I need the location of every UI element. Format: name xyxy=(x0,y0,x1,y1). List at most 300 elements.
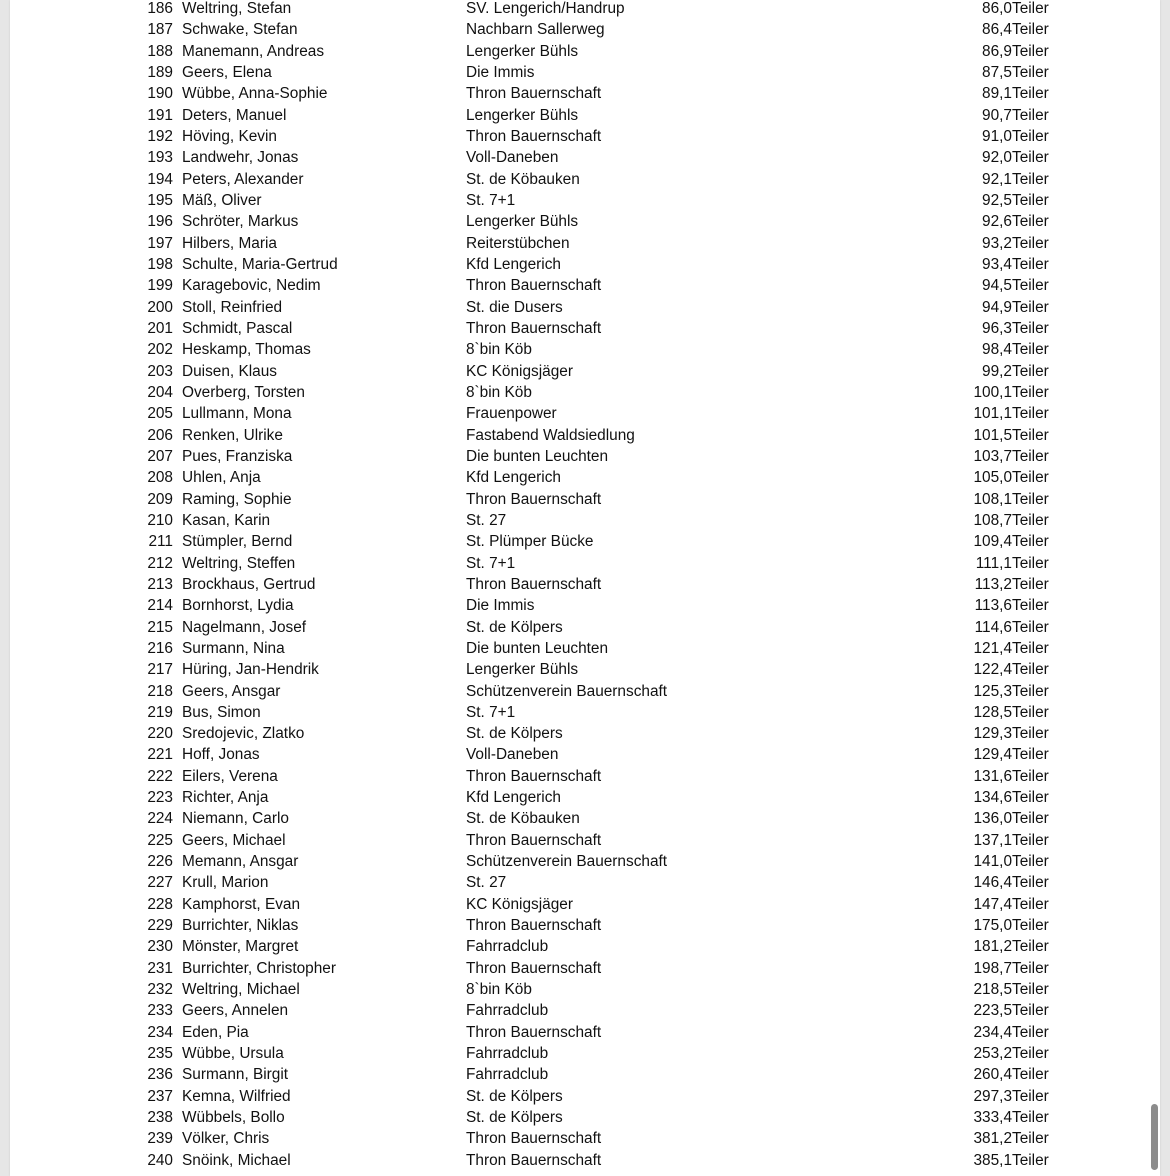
result-row xyxy=(10,681,1160,702)
club-name: Thron Bauernschaft xyxy=(466,1023,602,1041)
score-unit: Teiler xyxy=(1012,149,1049,167)
result-row xyxy=(10,1128,1160,1149)
participant-name: Pues, Franziska xyxy=(182,447,293,465)
result-row xyxy=(10,169,1160,190)
score-value: 93,4 xyxy=(982,255,1012,273)
club-name: Lengerker Bühls xyxy=(466,42,579,60)
score-value: 134,6 xyxy=(973,789,1012,807)
score-value: 129,4 xyxy=(973,746,1012,764)
score-value: 101,1 xyxy=(973,405,1012,423)
rank-cell: 215 xyxy=(147,618,173,636)
result-row xyxy=(10,915,1160,936)
score-unit: Teiler xyxy=(1012,447,1049,465)
rank-cell: 232 xyxy=(147,981,173,999)
club-name: St. de Kölpers xyxy=(466,1087,563,1105)
score-unit: Teiler xyxy=(1012,298,1049,316)
rank-cell: 231 xyxy=(147,959,173,977)
club-name: Die Immis xyxy=(466,597,535,615)
score-value: 137,1 xyxy=(973,831,1012,849)
club-name: St. de Kölpers xyxy=(466,725,563,743)
rank-cell: 223 xyxy=(147,789,173,807)
score-value: 86,4 xyxy=(982,21,1012,39)
score-value: 223,5 xyxy=(973,1002,1012,1020)
score-value: 113,6 xyxy=(974,597,1012,615)
club-name: Voll-Daneben xyxy=(466,746,559,764)
score-unit: Teiler xyxy=(1012,981,1049,999)
rank-cell: 194 xyxy=(147,170,173,188)
score-value: 105,0 xyxy=(973,469,1012,487)
club-name: Fahrradclub xyxy=(466,938,549,956)
result-row xyxy=(10,126,1160,147)
club-name: 8`bin Köb xyxy=(466,383,532,401)
score-unit: Teiler xyxy=(1012,554,1049,572)
rank-cell: 209 xyxy=(147,490,173,508)
rank-cell: 237 xyxy=(147,1087,173,1105)
club-name: Reiterstübchen xyxy=(466,234,570,252)
result-row xyxy=(10,0,1160,19)
club-name: Kfd Lengerich xyxy=(466,255,561,273)
score-value: 129,3 xyxy=(973,725,1012,743)
participant-name: Renken, Ulrike xyxy=(182,426,283,444)
participant-name: Landwehr, Jonas xyxy=(182,149,299,167)
score-unit: Teiler xyxy=(1012,106,1049,124)
score-unit: Teiler xyxy=(1012,1023,1049,1041)
score-value: 108,7 xyxy=(973,511,1012,529)
score-unit: Teiler xyxy=(1012,469,1049,487)
club-name: Thron Bauernschaft xyxy=(466,319,602,337)
score-value: 111,1 xyxy=(975,554,1012,572)
club-name: 8`bin Köb xyxy=(466,341,532,359)
score-value: 108,1 xyxy=(973,490,1012,508)
rank-cell: 228 xyxy=(147,895,173,913)
score-value: 253,2 xyxy=(973,1045,1012,1063)
rank-cell: 198 xyxy=(147,255,173,273)
score-value: 181,2 xyxy=(973,938,1012,956)
club-name: Frauenpower xyxy=(466,405,557,423)
club-name: Fastabend Waldsiedlung xyxy=(466,426,635,444)
score-unit: Teiler xyxy=(1012,1045,1049,1063)
participant-name: Kemna, Wilfried xyxy=(182,1087,291,1105)
participant-name: Raming, Sophie xyxy=(182,490,292,508)
result-row xyxy=(10,723,1160,744)
score-unit: Teiler xyxy=(1012,1066,1049,1084)
participant-name: Geers, Ansgar xyxy=(182,682,281,700)
club-name: Fahrradclub xyxy=(466,1045,549,1063)
club-name: Schützenverein Bauernschaft xyxy=(466,682,668,700)
result-row xyxy=(10,531,1160,552)
score-unit: Teiler xyxy=(1012,703,1049,721)
rank-cell: 225 xyxy=(147,831,173,849)
rank-cell: 202 xyxy=(147,341,173,359)
score-unit: Teiler xyxy=(1012,917,1049,935)
result-row xyxy=(10,147,1160,168)
score-value: 87,5 xyxy=(982,63,1012,81)
participant-name: Karagebovic, Nedim xyxy=(182,277,321,295)
result-row xyxy=(10,702,1160,723)
score-unit: Teiler xyxy=(1012,319,1049,337)
score-unit: Teiler xyxy=(1012,170,1049,188)
participant-name: Höving, Kevin xyxy=(182,127,277,145)
score-value: 122,4 xyxy=(973,661,1012,679)
result-row xyxy=(10,339,1160,360)
result-row xyxy=(10,766,1160,787)
participant-name: Wübbels, Bollo xyxy=(182,1109,285,1127)
result-row xyxy=(10,489,1160,510)
rank-cell: 190 xyxy=(147,85,173,103)
score-unit: Teiler xyxy=(1012,362,1049,380)
club-name: Thron Bauernschaft xyxy=(466,767,602,785)
results-list xyxy=(10,0,1160,1171)
score-value: 86,0 xyxy=(982,0,1012,17)
score-unit: Teiler xyxy=(1012,682,1049,700)
result-row xyxy=(10,361,1160,382)
score-value: 103,7 xyxy=(973,447,1012,465)
club-name: Kfd Lengerich xyxy=(466,789,561,807)
score-unit: Teiler xyxy=(1012,1002,1049,1020)
result-row xyxy=(10,553,1160,574)
score-unit: Teiler xyxy=(1012,810,1049,828)
rank-cell: 203 xyxy=(147,362,173,380)
score-unit: Teiler xyxy=(1012,575,1049,593)
rank-cell: 191 xyxy=(147,106,173,124)
score-unit: Teiler xyxy=(1012,63,1049,81)
rank-cell: 235 xyxy=(147,1045,173,1063)
score-unit: Teiler xyxy=(1012,789,1049,807)
rank-cell: 195 xyxy=(147,191,173,209)
score-unit: Teiler xyxy=(1012,490,1049,508)
result-row xyxy=(10,254,1160,275)
rank-cell: 207 xyxy=(147,447,173,465)
club-name: KC Königsjäger xyxy=(466,362,573,380)
participant-name: Peters, Alexander xyxy=(182,170,304,188)
score-unit: Teiler xyxy=(1012,405,1049,423)
participant-name: Schulte, Maria-Gertrud xyxy=(182,255,338,273)
score-value: 92,0 xyxy=(982,149,1012,167)
score-unit: Teiler xyxy=(1012,0,1049,17)
score-value: 92,6 xyxy=(982,213,1012,231)
participant-name: Mönster, Margret xyxy=(182,938,299,956)
participant-name: Wübbe, Anna-Sophie xyxy=(182,85,328,103)
club-name: St. die Dusers xyxy=(466,298,563,316)
score-unit: Teiler xyxy=(1012,42,1049,60)
participant-name: Richter, Anja xyxy=(182,789,269,807)
participant-name: Eilers, Verena xyxy=(182,767,278,785)
score-unit: Teiler xyxy=(1012,127,1049,145)
score-unit: Teiler xyxy=(1012,21,1049,39)
participant-name: Mäß, Oliver xyxy=(182,191,262,209)
rank-cell: 219 xyxy=(147,703,173,721)
rank-cell: 222 xyxy=(147,767,173,785)
club-name: Nachbarn Sallerweg xyxy=(466,21,605,39)
score-value: 147,4 xyxy=(973,895,1012,913)
rank-cell: 201 xyxy=(147,319,173,337)
score-value: 175,0 xyxy=(973,917,1012,935)
score-unit: Teiler xyxy=(1012,895,1049,913)
score-value: 234,4 xyxy=(973,1023,1012,1041)
result-row xyxy=(10,808,1160,829)
club-name: St. 7+1 xyxy=(466,703,516,721)
score-unit: Teiler xyxy=(1012,1087,1049,1105)
club-name: St. de Kölpers xyxy=(466,1109,563,1127)
rank-cell: 210 xyxy=(147,511,173,529)
rank-cell: 189 xyxy=(147,63,173,81)
result-row xyxy=(10,41,1160,62)
rank-cell: 234 xyxy=(147,1023,173,1041)
result-row xyxy=(10,1107,1160,1128)
score-value: 113,2 xyxy=(974,575,1012,593)
rank-cell: 200 xyxy=(147,298,173,316)
score-value: 92,1 xyxy=(982,170,1012,188)
score-value: 101,5 xyxy=(973,426,1012,444)
participant-name: Surmann, Birgit xyxy=(182,1066,289,1084)
score-value: 260,4 xyxy=(973,1066,1012,1084)
score-value: 93,2 xyxy=(982,234,1012,252)
club-name: Thron Bauernschaft xyxy=(466,490,602,508)
score-value: 198,7 xyxy=(973,959,1012,977)
rank-cell: 208 xyxy=(147,469,173,487)
rank-cell: 213 xyxy=(147,575,173,593)
score-unit: Teiler xyxy=(1012,874,1049,892)
result-row xyxy=(10,1150,1160,1171)
participant-name: Deters, Manuel xyxy=(182,106,287,124)
rank-cell: 186 xyxy=(147,0,173,17)
score-unit: Teiler xyxy=(1012,831,1049,849)
rank-cell: 196 xyxy=(147,213,173,231)
result-row xyxy=(10,467,1160,488)
result-row xyxy=(10,382,1160,403)
participant-name: Burrichter, Christopher xyxy=(182,959,336,977)
club-name: SV. Lengerich/Handrup xyxy=(466,0,625,17)
score-value: 94,9 xyxy=(982,298,1012,316)
participant-name: Bornhorst, Lydia xyxy=(182,597,294,615)
score-value: 385,1 xyxy=(973,1151,1012,1169)
rank-cell: 206 xyxy=(147,426,173,444)
rank-cell: 188 xyxy=(147,42,173,60)
participant-name: Weltring, Stefan xyxy=(182,0,292,17)
score-value: 114,6 xyxy=(974,618,1012,636)
score-unit: Teiler xyxy=(1012,341,1049,359)
rank-cell: 197 xyxy=(147,234,173,252)
result-row xyxy=(10,744,1160,765)
score-value: 125,3 xyxy=(973,682,1012,700)
score-unit: Teiler xyxy=(1012,597,1049,615)
participant-name: Eden, Pia xyxy=(182,1023,249,1041)
result-row xyxy=(10,979,1160,1000)
club-name: St. 7+1 xyxy=(466,191,516,209)
club-name: Die Immis xyxy=(466,63,535,81)
club-name: Fahrradclub xyxy=(466,1002,549,1020)
score-unit: Teiler xyxy=(1012,533,1049,551)
club-name: Voll-Daneben xyxy=(466,149,559,167)
rank-cell: 199 xyxy=(147,277,173,295)
club-name: Thron Bauernschaft xyxy=(466,1130,602,1148)
score-unit: Teiler xyxy=(1012,1130,1049,1148)
participant-name: Manemann, Andreas xyxy=(182,42,325,60)
score-value: 146,4 xyxy=(973,874,1012,892)
result-row xyxy=(10,211,1160,232)
score-unit: Teiler xyxy=(1012,853,1049,871)
score-unit: Teiler xyxy=(1012,661,1049,679)
score-unit: Teiler xyxy=(1012,746,1049,764)
rank-cell: 204 xyxy=(147,383,173,401)
participant-name: Völker, Chris xyxy=(182,1130,270,1148)
participant-name: Brockhaus, Gertrud xyxy=(182,575,316,593)
result-row xyxy=(10,1043,1160,1064)
result-row xyxy=(10,233,1160,254)
score-unit: Teiler xyxy=(1012,1151,1049,1169)
result-row xyxy=(10,83,1160,104)
rank-cell: 229 xyxy=(147,917,173,935)
vertical-scrollbar[interactable] xyxy=(1151,1104,1158,1170)
score-value: 136,0 xyxy=(973,810,1012,828)
score-value: 381,2 xyxy=(973,1130,1012,1148)
score-unit: Teiler xyxy=(1012,725,1049,743)
rank-cell: 211 xyxy=(148,533,173,551)
score-value: 131,6 xyxy=(973,767,1012,785)
document-page xyxy=(10,0,1160,1176)
participant-name: Schwake, Stefan xyxy=(182,21,298,39)
club-name: 8`bin Köb xyxy=(466,981,532,999)
club-name: Lengerker Bühls xyxy=(466,213,579,231)
result-row xyxy=(10,936,1160,957)
score-value: 121,4 xyxy=(973,639,1012,657)
score-value: 218,5 xyxy=(973,981,1012,999)
participant-name: Geers, Elena xyxy=(182,63,272,81)
rank-cell: 238 xyxy=(147,1109,173,1127)
score-unit: Teiler xyxy=(1012,426,1049,444)
score-value: 99,2 xyxy=(982,362,1012,380)
result-row xyxy=(10,595,1160,616)
result-row xyxy=(10,851,1160,872)
club-name: Lengerker Bühls xyxy=(466,106,579,124)
score-value: 90,7 xyxy=(982,106,1012,124)
rank-cell: 240 xyxy=(147,1151,173,1169)
result-row xyxy=(10,19,1160,40)
club-name: St. de Köbauken xyxy=(466,170,580,188)
club-name: Kfd Lengerich xyxy=(466,469,561,487)
result-row xyxy=(10,1022,1160,1043)
participant-name: Wübbe, Ursula xyxy=(182,1045,284,1063)
score-unit: Teiler xyxy=(1012,618,1049,636)
participant-name: Hoff, Jonas xyxy=(182,746,260,764)
score-unit: Teiler xyxy=(1012,277,1049,295)
club-name: St. de Köbauken xyxy=(466,810,580,828)
result-row xyxy=(10,872,1160,893)
club-name: Thron Bauernschaft xyxy=(466,85,602,103)
participant-name: Weltring, Michael xyxy=(182,981,300,999)
rank-cell: 233 xyxy=(147,1002,173,1020)
club-name: Thron Bauernschaft xyxy=(466,127,602,145)
score-unit: Teiler xyxy=(1012,767,1049,785)
score-value: 109,4 xyxy=(973,533,1012,551)
result-row xyxy=(10,787,1160,808)
score-unit: Teiler xyxy=(1012,383,1049,401)
club-name: St. 27 xyxy=(466,511,507,529)
participant-name: Memann, Ansgar xyxy=(182,853,299,871)
participant-name: Schmidt, Pascal xyxy=(182,319,293,337)
club-name: Thron Bauernschaft xyxy=(466,831,602,849)
participant-name: Weltring, Steffen xyxy=(182,554,296,572)
score-unit: Teiler xyxy=(1012,255,1049,273)
result-row xyxy=(10,894,1160,915)
club-name: Thron Bauernschaft xyxy=(466,959,602,977)
participant-name: Hilbers, Maria xyxy=(182,234,277,252)
score-unit: Teiler xyxy=(1012,511,1049,529)
rank-cell: 217 xyxy=(147,661,173,679)
participant-name: Overberg, Torsten xyxy=(182,383,305,401)
score-unit: Teiler xyxy=(1012,639,1049,657)
participant-name: Krull, Marion xyxy=(182,874,269,892)
participant-name: Snöink, Michael xyxy=(182,1151,291,1169)
score-unit: Teiler xyxy=(1012,959,1049,977)
rank-cell: 205 xyxy=(147,405,173,423)
score-value: 297,3 xyxy=(973,1087,1012,1105)
participant-name: Stümpler, Bernd xyxy=(182,533,293,551)
club-name: St. 7+1 xyxy=(466,554,516,572)
club-name: Die bunten Leuchten xyxy=(466,447,609,465)
result-row xyxy=(10,617,1160,638)
result-row xyxy=(10,425,1160,446)
score-value: 98,4 xyxy=(982,341,1012,359)
result-row xyxy=(10,659,1160,680)
club-name: Die bunten Leuchten xyxy=(466,639,609,657)
club-name: Thron Bauernschaft xyxy=(466,1151,602,1169)
rank-cell: 212 xyxy=(147,554,173,572)
score-value: 100,1 xyxy=(973,383,1012,401)
result-row xyxy=(10,1000,1160,1021)
participant-name: Nagelmann, Josef xyxy=(182,618,307,636)
result-row xyxy=(10,574,1160,595)
rank-cell: 221 xyxy=(147,746,173,764)
result-row xyxy=(10,62,1160,83)
club-name: Thron Bauernschaft xyxy=(466,575,602,593)
result-row xyxy=(10,1086,1160,1107)
participant-name: Surmann, Nina xyxy=(182,639,285,657)
result-row xyxy=(10,190,1160,211)
club-name: St. Plümper Bücke xyxy=(466,533,594,551)
result-row xyxy=(10,297,1160,318)
result-row xyxy=(10,638,1160,659)
score-value: 92,5 xyxy=(982,191,1012,209)
rank-cell: 216 xyxy=(147,639,173,657)
score-value: 96,3 xyxy=(982,319,1012,337)
club-name: Thron Bauernschaft xyxy=(466,277,602,295)
result-row xyxy=(10,105,1160,126)
score-value: 141,0 xyxy=(973,853,1012,871)
result-row xyxy=(10,403,1160,424)
rank-cell: 193 xyxy=(147,149,173,167)
rank-cell: 192 xyxy=(147,127,173,145)
participant-name: Bus, Simon xyxy=(182,703,261,721)
participant-name: Schröter, Markus xyxy=(182,213,299,231)
club-name: St. 27 xyxy=(466,874,507,892)
result-row xyxy=(10,510,1160,531)
score-unit: Teiler xyxy=(1012,938,1049,956)
participant-name: Burrichter, Niklas xyxy=(182,917,299,935)
rank-cell: 230 xyxy=(147,938,173,956)
club-name: St. de Kölpers xyxy=(466,618,563,636)
score-value: 86,9 xyxy=(982,42,1012,60)
club-name: Lengerker Bühls xyxy=(466,661,579,679)
participant-name: Stoll, Reinfried xyxy=(182,298,283,316)
club-name: KC Königsjäger xyxy=(466,895,573,913)
result-row xyxy=(10,446,1160,467)
score-value: 91,0 xyxy=(982,127,1012,145)
club-name: Fahrradclub xyxy=(466,1066,549,1084)
score-value: 89,1 xyxy=(982,85,1012,103)
score-unit: Teiler xyxy=(1012,234,1049,252)
rank-cell: 214 xyxy=(147,597,173,615)
